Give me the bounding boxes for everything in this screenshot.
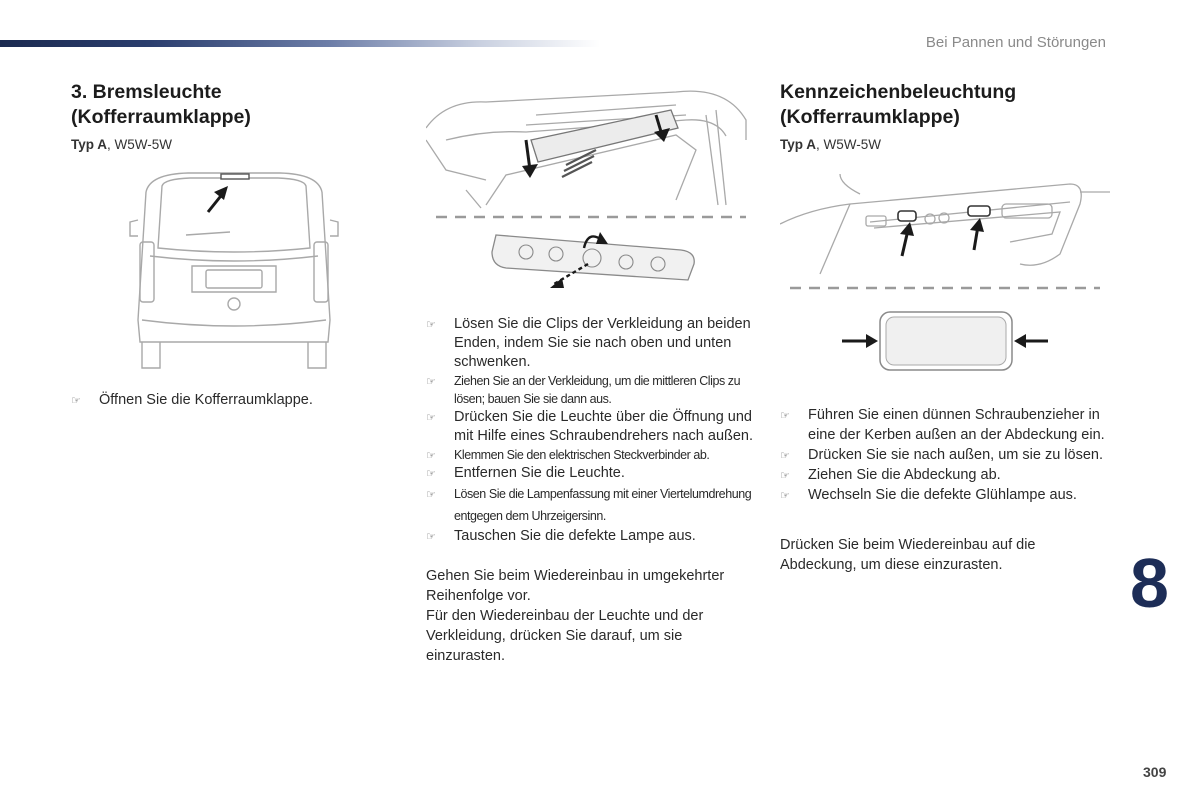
- reassembly-note: Gehen Sie beim Wiedereinbau in umgekehrter Reihenfolge vor.: [426, 568, 725, 604]
- column-license-plate-light: [780, 80, 1110, 575]
- van-rear-brake-light-illustration: [128, 170, 371, 375]
- pointing-hand-icon: ☞: [426, 468, 436, 480]
- pointing-hand-icon: ☞: [780, 410, 790, 422]
- list-item: ☞ Drücken Sie sie nach außen, um sie zu lösen.: [780, 445, 1110, 465]
- list-item: ☞ Ziehen Sie an der Verkleidung, um die mittleren Clips zu lösen; bauen Sie sie dann aus.: [426, 374, 741, 406]
- pointing-hand-icon: ☞: [426, 489, 436, 501]
- pointing-hand-icon: ☞: [426, 376, 436, 388]
- reassembly-note-detail: Für den Wiedereinbau der Leuchte und der Verkleidung, drücken Sie darauf, um sie einzurasten.: [426, 608, 704, 664]
- list-item: ☞ Lösen Sie die Clips der Verkleidung an beiden Enden, indem Sie sie nach oben und unten schwenken.: [426, 316, 751, 370]
- section-title-brake-light: 3. Bremsleuchte (Kofferraumklappe): [71, 81, 251, 128]
- steps-list-license-plate-light: [780, 405, 1110, 505]
- column-brake-light: [71, 80, 371, 410]
- pointing-hand-icon: ☞: [71, 395, 81, 407]
- pointing-hand-icon: ☞: [780, 470, 790, 482]
- license-plate-light-cover-illustration: [780, 302, 1110, 377]
- pointing-hand-icon: ☞: [780, 450, 790, 462]
- pointing-hand-icon: ☞: [426, 319, 436, 331]
- license-plate-light-location-illustration: [780, 164, 1110, 294]
- tailgate-trim-removal-illustration: [426, 80, 761, 295]
- pointing-hand-icon: ☞: [426, 531, 436, 543]
- list-item: ☞ Lösen Sie die Lampenfassung mit einer Viertelumdrehung entgegen dem Uhrzeigersinn.: [426, 483, 761, 527]
- list-item: ☞ Wechseln Sie die defekte Glühlampe aus.: [780, 485, 1110, 505]
- section-title-license-plate-light: Kennzeichenbeleuchtung (Kofferraumklappe): [780, 81, 1017, 128]
- chapter-number: 8: [1130, 544, 1169, 622]
- column-brake-light-steps: [426, 80, 761, 666]
- page-number: 309: [1143, 764, 1167, 780]
- reassembly-note: Drücken Sie beim Wiedereinbau auf die Abdeckung, um diese einzurasten.: [780, 537, 1036, 573]
- pointing-hand-icon: ☞: [426, 412, 436, 424]
- steps-list-brake-light: [71, 391, 371, 410]
- list-item: ☞ Öffnen Sie die Kofferraumklappe.: [71, 391, 371, 410]
- pointing-hand-icon: ☞: [780, 490, 790, 502]
- list-item: ☞ Entfernen Sie die Leuchte.: [426, 464, 761, 483]
- bulb-type-line: Typ A, W5W-5W: [71, 137, 172, 152]
- bulb-type-line: Typ A, W5W-5W: [780, 137, 881, 152]
- chapter-title: Bei Pannen und Störungen: [925, 34, 1106, 51]
- list-item: ☞ Klemmen Sie den elektrischen Steckverbinder ab.: [426, 446, 761, 464]
- list-item: ☞ Tauschen Sie die defekte Lampe aus.: [426, 527, 761, 546]
- steps-list-brake-light-removal: [426, 315, 761, 546]
- list-item: ☞ Ziehen Sie die Abdeckung ab.: [780, 465, 1110, 485]
- list-item: ☞ Drücken Sie die Leuchte über die Öffnung und mit Hilfe eines Schraubendrehers nach außen.: [426, 409, 754, 444]
- header-gradient-bar: [0, 40, 600, 47]
- list-item: ☞ Führen Sie einen dünnen Schraubenzieher in eine der Kerben außen an der Abdeckung ein.: [780, 407, 1105, 443]
- pointing-hand-icon: ☞: [426, 450, 436, 462]
